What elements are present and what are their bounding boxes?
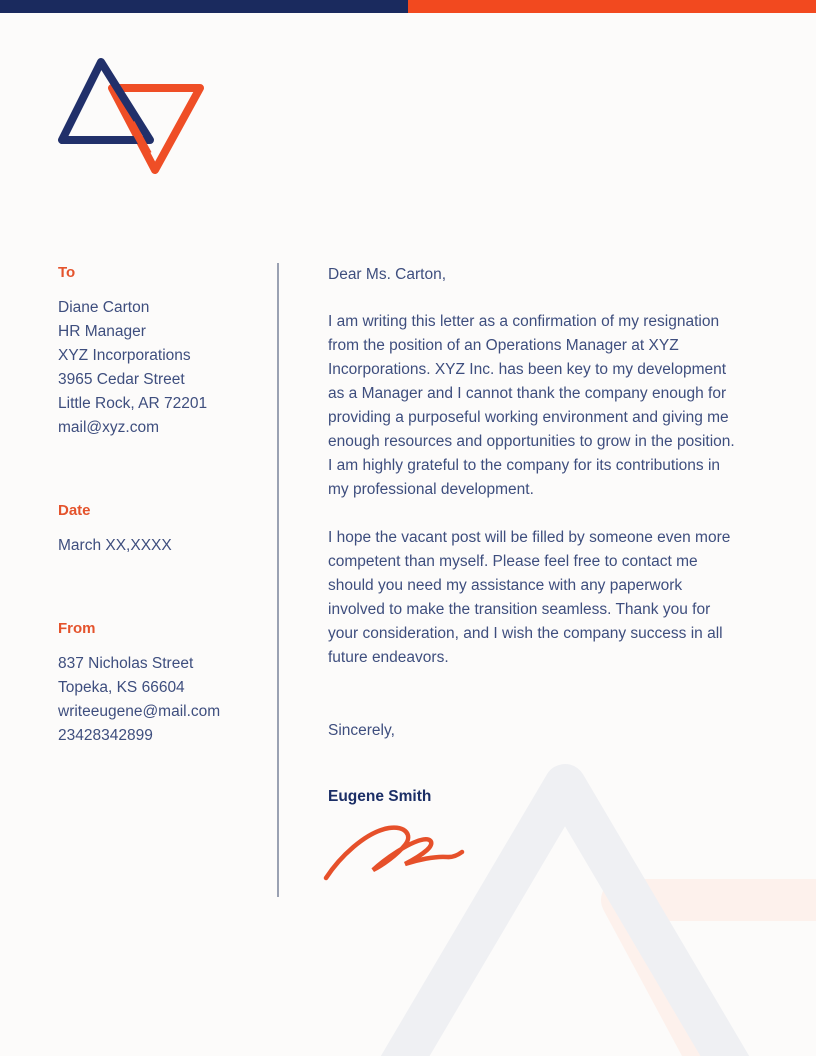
- to-line-email: mail@xyz.com: [58, 419, 159, 436]
- salutation: Dear Ms. Carton,: [328, 266, 447, 283]
- from-line-email: writeeugene@mail.com: [58, 703, 221, 720]
- date-label: Date: [58, 502, 91, 519]
- from-label: From: [58, 620, 96, 637]
- date-section: [58, 502, 263, 558]
- signature-path: [326, 828, 462, 878]
- from-section: [58, 620, 263, 748]
- to-line-street: 3965 Cedar Street: [58, 371, 185, 388]
- to-line-company: XYZ Incorporations: [58, 347, 191, 364]
- closing: Sincerely,: [328, 722, 395, 739]
- paragraph-1: I am writing this letter as a confirmation of my resignation from the position of an Operations Manager at XYZ Incorporations. XYZ Inc. has been key to my development as a Manager and I cannot thank the company enough for providing a purposeful working environment and giving me enough resources and opportunities to grow in the position. I am highly grateful to the company for its contributions in my professional development.: [328, 313, 735, 498]
- letter-body: [328, 263, 742, 883]
- from-line-street: 837 Nicholas Street: [58, 655, 194, 672]
- from-line-city: Topeka, KS 66604: [58, 679, 185, 696]
- watermark-orange-triangle: [622, 900, 816, 1056]
- to-line-title: HR Manager: [58, 323, 146, 340]
- to-line-name: Diane Carton: [58, 299, 150, 316]
- signature-scribble: [320, 815, 470, 883]
- to-section: [58, 264, 263, 440]
- top-accent-bar: [0, 0, 816, 13]
- top-bar-orange-segment: [408, 0, 816, 13]
- from-line-phone: 23428342899: [58, 727, 153, 744]
- two-triangles-logo: [55, 55, 205, 175]
- signer-name: Eugene Smith: [328, 788, 432, 805]
- date-value: March XX,XXXX: [58, 537, 172, 554]
- to-label: To: [58, 264, 76, 281]
- to-line-city: Little Rock, AR 72201: [58, 395, 208, 412]
- paragraph-2: I hope the vacant post will be filled by someone even more competent than myself. Please feel free to contact me should you need my assistance with any paperwork involved to make the transition seamless. Thank you for your consideration, and I wish the company success in all future endeavors.: [328, 529, 731, 666]
- top-bar-navy-segment: [0, 0, 408, 13]
- column-divider: [277, 263, 279, 897]
